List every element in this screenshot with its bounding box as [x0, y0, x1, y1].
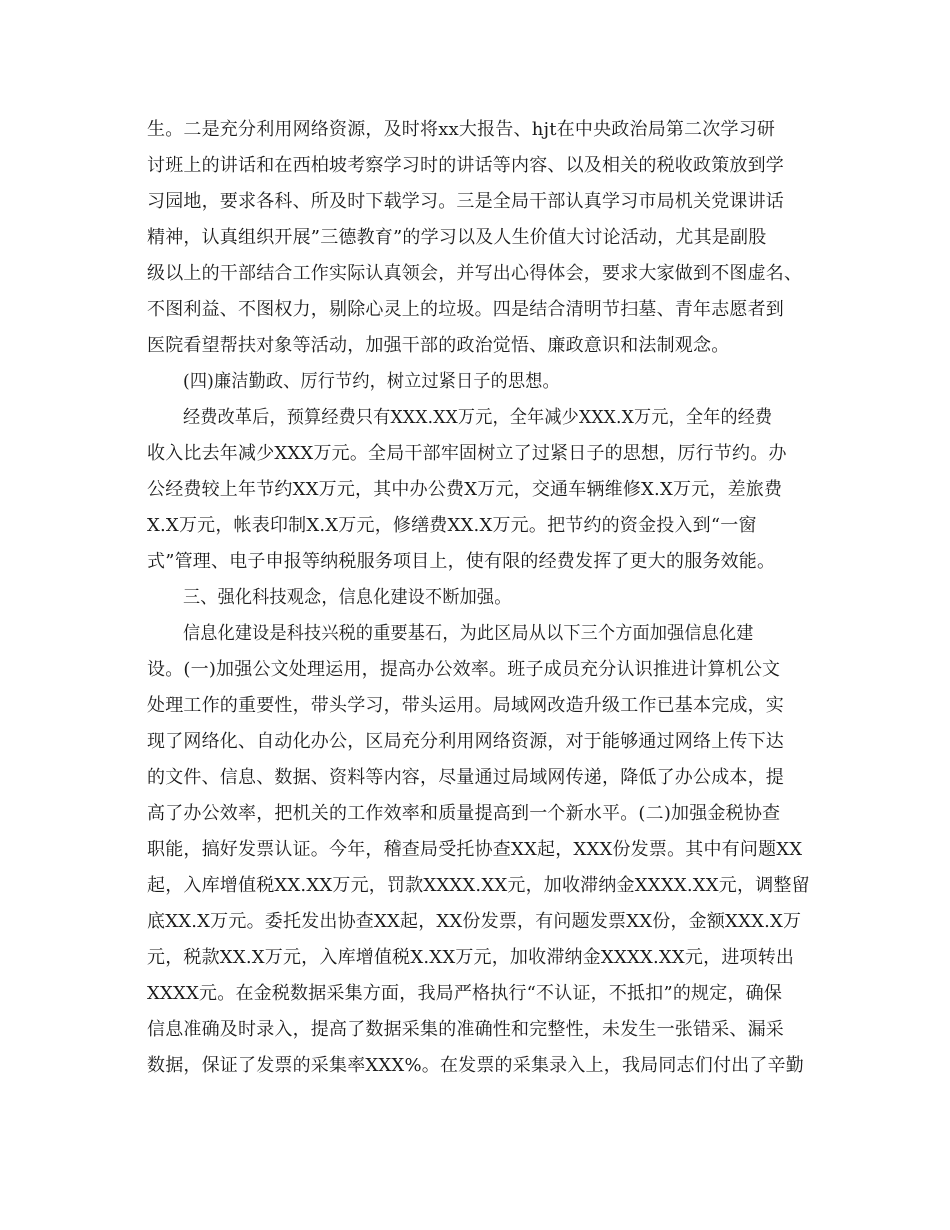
body-text-line: 设。(一)加强公文处理运用，提高办公效率。班子成员充分认识推进计算机公文	[147, 659, 781, 680]
body-text-line: 式”管理、电子申报等纳税服务项目上，使有限的经费发挥了更大的服务效能。	[147, 551, 776, 572]
body-text-line: 职能，搞好发票认证。今年，稽查局受托协查XX起，XXX份发票。其中有问题XX	[147, 839, 803, 860]
body-text-line: 高了办公效率，把机关的工作效率和质量提高到一个新水平。(二)加强金税协查	[147, 803, 781, 824]
body-text-line: 讨班上的讲话和在西柏坡考察学习时的讲话等内容、以及相关的税收政策放到学	[147, 155, 784, 176]
body-text-line: X.X万元，帐表印制X.X万元，修缮费XX.X万元。把节约的资金投入到“一窗	[147, 515, 757, 536]
body-text-line: 元，税款XX.X万元，入库增值税X.XX万元，加收滞纳金XXXX.XX元，进项转出	[147, 947, 795, 968]
body-text-line: 数据，保证了发票的采集率XXX%。在发票的采集录入上，我局同志们付出了辛勤	[147, 1055, 804, 1076]
section-heading: (四)廉洁勤政、厉行节约，树立过紧日子的思想。	[183, 371, 560, 392]
body-text-line: 起，入库增值税XX.XX万元，罚款XXXX.XX元，加收滞纳金XXXX.XX元，调整留	[147, 875, 810, 896]
body-text-line: 不图利益、不图权力，剔除心灵上的垃圾。四是结合清明节扫墓、青年志愿者到	[147, 299, 784, 320]
body-text-line: 医院看望帮扶对象等活动，加强干部的政治觉悟、廉政意识和法制观念。	[147, 335, 730, 356]
body-text-line: 现了网络化、自动化办公，区局充分利用网络资源，对于能够通过网络上传下达	[147, 731, 784, 752]
body-text-line: 收入比去年减少XXX万元。全局干部牢固树立了过紧日子的思想，厉行节约。办	[147, 443, 787, 464]
body-text-line: 生。二是充分利用网络资源，及时将xx大报告、hjt在中央政治局第二次学习研	[147, 119, 776, 140]
body-text-line: 级以上的干部结合工作实际认真领会，并写出心得体会，要求大家做到不图虚名、	[147, 263, 803, 284]
body-text-line: 信息准确及时录入，提高了数据采集的准确性和完整性，未发生一张错采、漏采	[147, 1019, 784, 1040]
body-text-line: 信息化建设是科技兴税的重要基石，为此区局从以下三个方面加强信息化建	[183, 623, 754, 644]
body-text-line: 精神，认真组织开展”三德教育”的学习以及人生价值大讨论活动，尤其是副股	[147, 227, 767, 248]
body-text-line: 习园地，要求各科、所及时下载学习。三是全局干部认真学习市局机关党课讲话	[147, 191, 784, 212]
body-text-line: 处理工作的重要性，带头学习，带头运用。局域网改造升级工作已基本完成，实	[147, 695, 784, 716]
body-text-line: XXXX元。在金税数据采集方面，我局严格执行“不认证，不抵扣”的规定，确保	[147, 983, 783, 1004]
body-text-line: 公经费较上年节约XX万元，其中办公费X万元，交通车辆维修X.X万元，差旅费	[147, 479, 783, 500]
body-text-line: 的文件、信息、数据、资料等内容，尽量通过局域网传递，降低了办公成本，提	[147, 767, 784, 788]
body-text-line: 经费改革后，预算经费只有XXX.XX万元，全年减少XXX.X万元，全年的经费	[183, 407, 773, 428]
body-text-line: 底XX.X万元。委托发出协查XX起，XX份发票，有问题发票XX份，金额XXX.X万	[147, 911, 802, 932]
section-heading: 三、强化科技观念，信息化建设不断加强。	[183, 587, 512, 608]
